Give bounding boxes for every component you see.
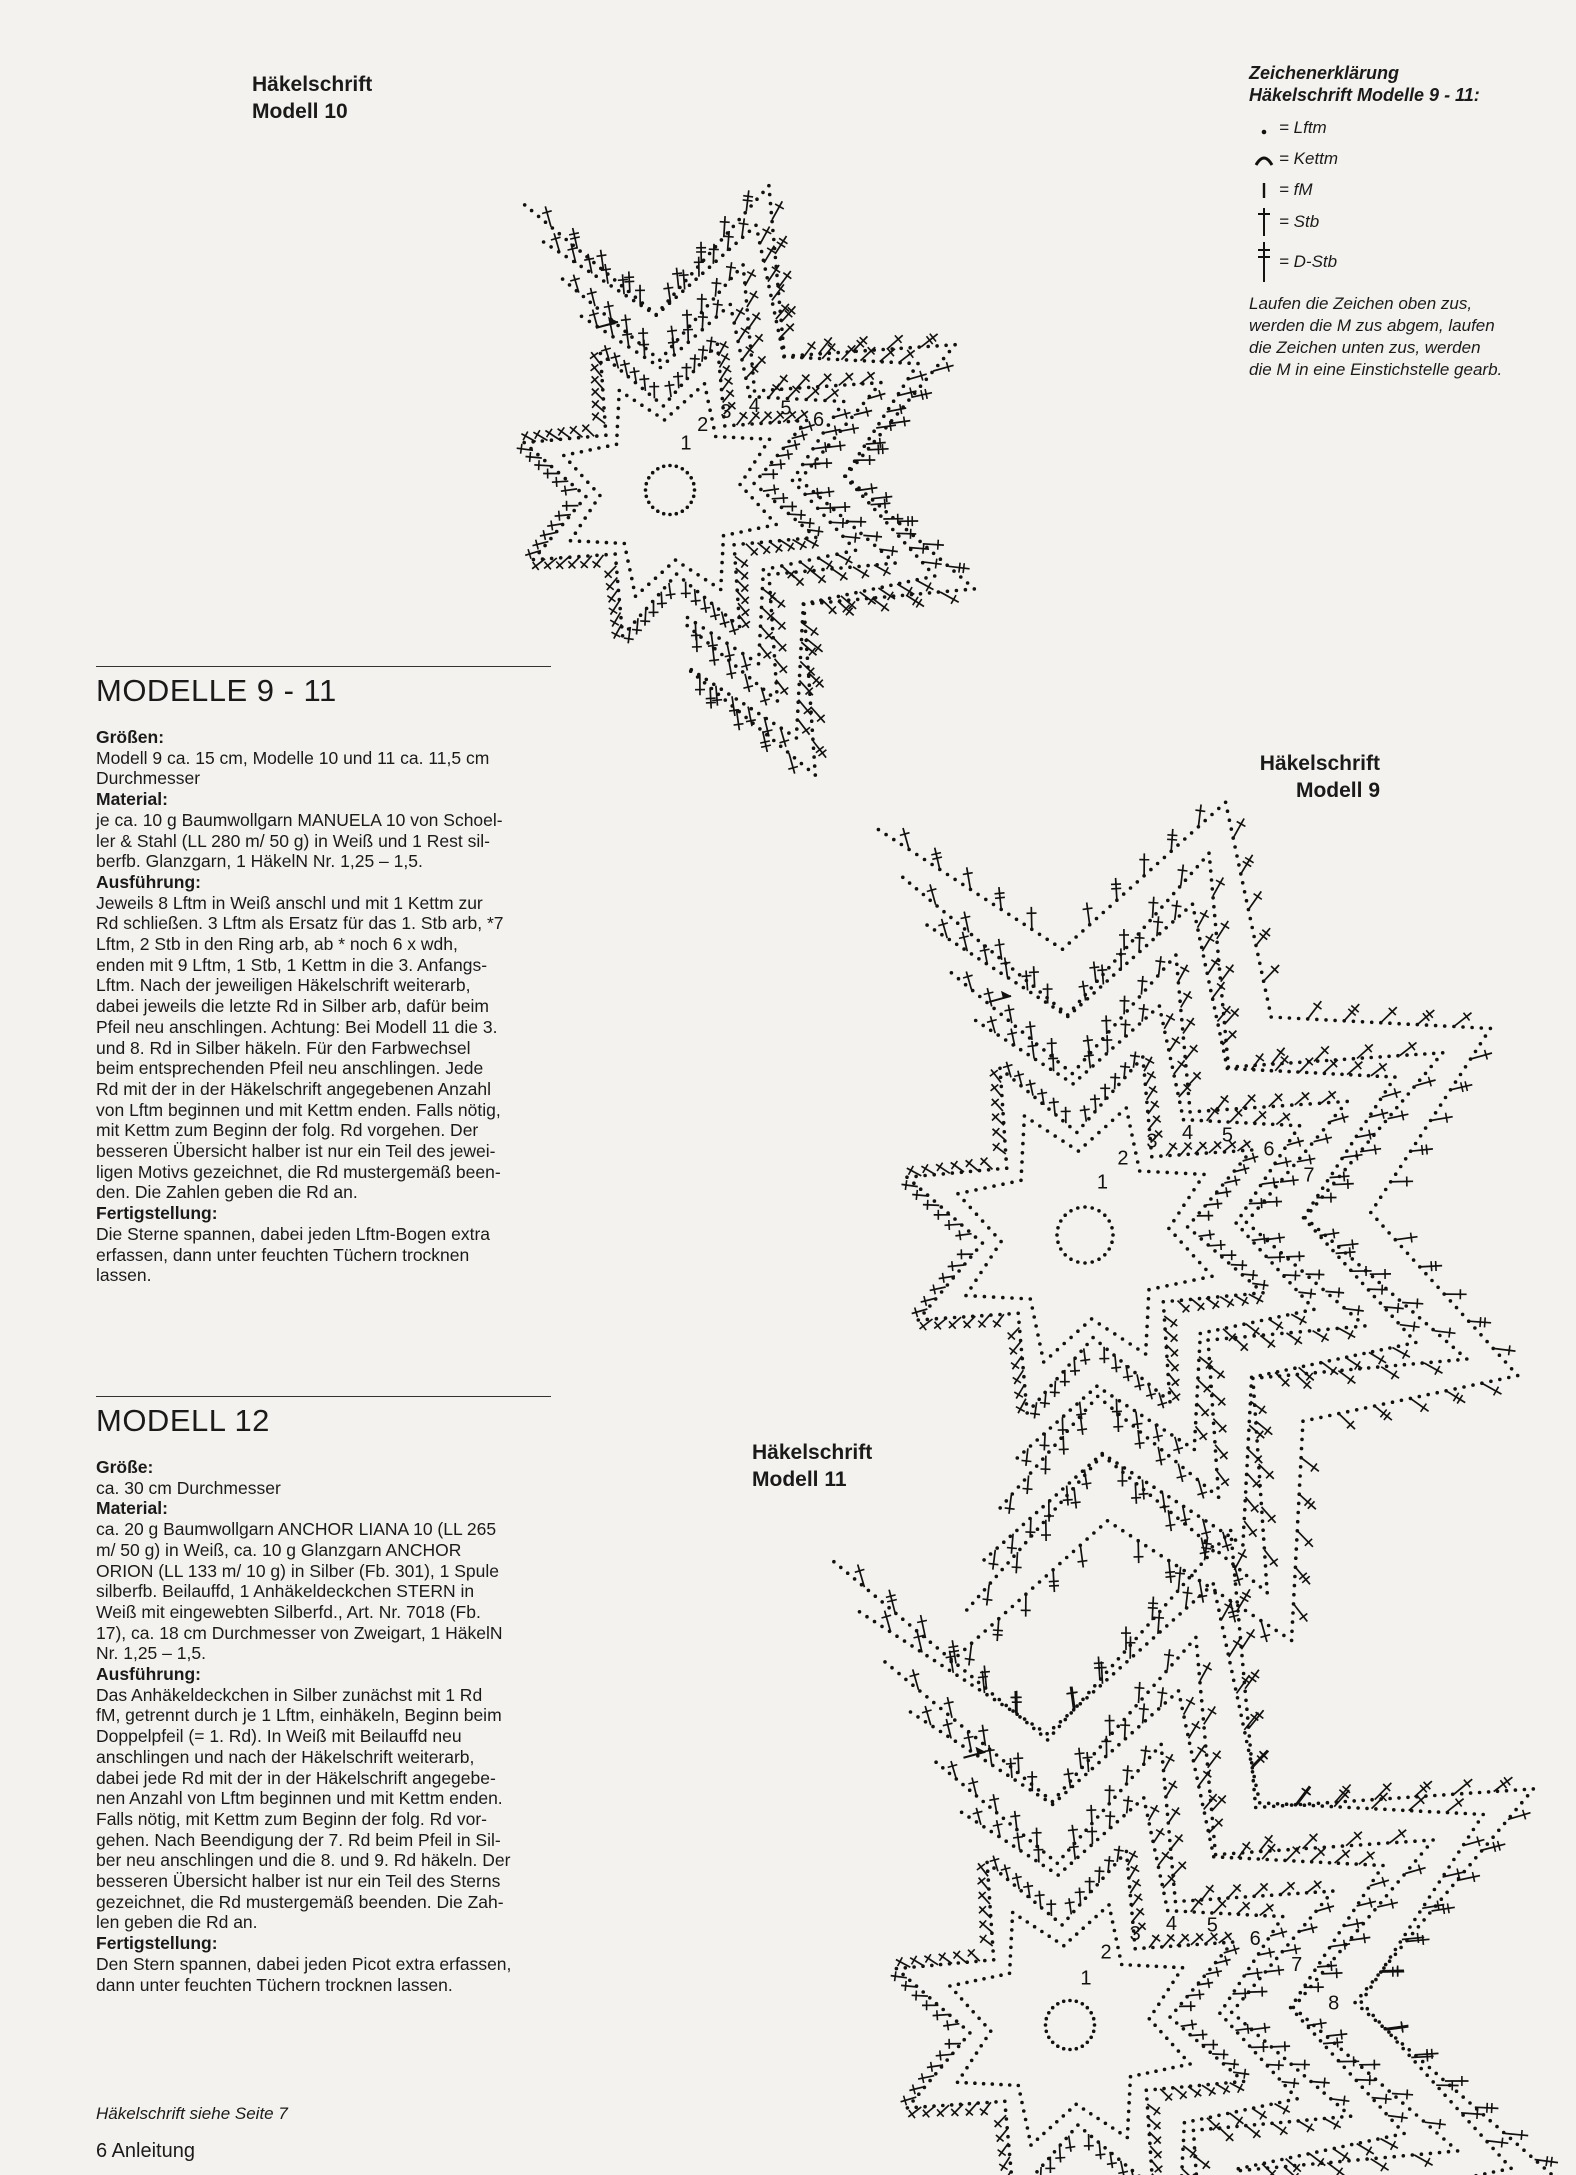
round-number: 4 xyxy=(748,395,760,418)
text-line: ca. 20 g Baumwollgarn ANCHOR LIANA 10 (LL 265 xyxy=(96,1519,497,1540)
section-heading: Material: xyxy=(96,789,168,810)
section-heading: Material: xyxy=(96,1498,168,1519)
section-heading: Größen: xyxy=(96,727,165,747)
lftm-dot-icon xyxy=(1249,116,1279,140)
diagram-title-modell-9: Häkelschrift Modell 9 xyxy=(1259,752,1380,802)
section-body-modell-12 xyxy=(96,1457,551,1995)
section-modelle-9-11 xyxy=(96,666,551,1286)
text-line: dabei jede Rd mit der in der Häkelschrift angegebe- xyxy=(96,1767,496,1788)
round-number: 6 xyxy=(813,409,825,432)
text-line: Modell 9 ca. 15 cm, Modelle 10 und 11 ca. 11,5 cm xyxy=(96,747,490,768)
text-line: lassen. xyxy=(96,1265,152,1286)
round-number: 1 xyxy=(1080,1967,1092,1990)
legend-item-lftm: = Lftm xyxy=(1249,112,1569,143)
chain-stitch-row xyxy=(909,1689,1406,2175)
round-number: 7 xyxy=(1291,1954,1303,1976)
text-line: Nr. 1,25 – 1,5. xyxy=(96,1643,206,1664)
text-line: beim entsprechenden Pfeil neu anschlingen. Jede xyxy=(96,1058,484,1079)
legend-item-fm: = fM xyxy=(1249,174,1569,205)
legend-item-d-stb: = D-Stb xyxy=(1249,239,1569,285)
text-line: nen Anzahl von Lftm beginnen und mit Kettm enden. xyxy=(96,1788,503,1809)
text-line: dabei jeweils die letzte Rd in Silber arb, dafür beim xyxy=(96,996,489,1017)
diagram-title-modell-10: Häkelschrift Modell 10 xyxy=(252,73,373,123)
section-heading: Ausführung: xyxy=(96,1664,201,1685)
text-line: von Lftm beginnen und mit Kettm enden. Falls nötig, xyxy=(96,1099,501,1120)
round-number: 4 xyxy=(1165,1913,1178,1936)
text-line: 17), ca. 18 cm Durchmesser von Zweigart, 1 HäkelN xyxy=(96,1622,503,1643)
stitch-group xyxy=(902,1052,1269,1419)
section-label: Anleitung xyxy=(111,2140,195,2162)
text-line: besseren Übersicht halber ist nur ein Teil des jewei- xyxy=(96,1141,496,1162)
round-number: 3 xyxy=(1129,1922,1141,1945)
kettm-arc-icon xyxy=(1249,147,1279,171)
crochet-chart-modell-11 xyxy=(600,1435,1576,2170)
text-line: Falls nötig, mit Kettm zum Beginn der folg. Rd vor- xyxy=(96,1808,487,1829)
stitch-group xyxy=(882,1587,1509,2175)
chain-stitch-row xyxy=(895,1850,1246,2175)
crochet-chart-modell-10 xyxy=(140,70,1200,750)
text-line: silberfb. Beilauffd, 1 Anhäkeldeckchen STERN in xyxy=(96,1581,475,1602)
start-arrow-icon xyxy=(963,1747,985,1758)
stitch-group xyxy=(855,1537,1558,2175)
legend xyxy=(1249,62,1569,381)
text-line: Doppelpfeil (= 1. Rd). In Weiß mit Beilauffd neu xyxy=(96,1726,462,1747)
text-line: ber neu anschlingen und die 8. und 9. Rd häkeln. Der xyxy=(96,1850,511,1871)
start-arrow-icon xyxy=(596,317,618,328)
round-number: 2 xyxy=(1117,1147,1129,1170)
text-line: anschlingen und nach der Häkelschrift weiterarb, xyxy=(96,1746,475,1767)
chain-stitch-row xyxy=(644,464,697,517)
text-line: gezeichnet, die Rd mustergemäß beenden. Die Zah- xyxy=(96,1891,504,1912)
round-number: 7 xyxy=(1303,1164,1315,1187)
text-line: m/ 50 g) in Weiß, ca. 10 g Glanzgarn ANCHOR xyxy=(96,1539,462,1560)
section-title-modell-12: MODELL 12 xyxy=(96,1396,551,1439)
round-number: 6 xyxy=(1249,1927,1261,1950)
section-title-modelle-9-11: MODELLE 9 - 11 xyxy=(96,666,551,709)
text-line: enden mit 9 Lftm, 1 Stb, 1 Kettm in die 3. Anfangs- xyxy=(96,954,488,975)
chain-stitch-row xyxy=(974,1004,1316,1460)
text-line: Das Anhäkeldeckchen in Silber zunächst mit 1 Rd xyxy=(96,1684,483,1705)
text-line: besseren Übersicht halber ist nur ein Teil des Sterns xyxy=(96,1871,501,1892)
text-line: Lftm, 2 Stb in den Ring arb, ab * noch 6 x wdh, xyxy=(96,934,458,955)
round-number: 5 xyxy=(1206,1914,1218,1937)
text-line: Rd schließen. 3 Lftm als Ersatz für das 1. Stb arb, *7 xyxy=(96,913,504,934)
chain-stitch-row xyxy=(1044,1999,1097,2052)
stitch-group xyxy=(948,1746,1350,2175)
text-line: Die Sterne spannen, dabei jeden Lftm-Bogen extra xyxy=(96,1223,491,1244)
text-line: ler & Stahl (LL 280 m/ 50 g) in Weiß und 1 Rest sil- xyxy=(96,830,490,851)
round-number: 1 xyxy=(1096,1171,1109,1194)
text-line: den. Die Zahlen geben die Rd an. xyxy=(96,1182,358,1203)
fm-bar-icon xyxy=(1249,178,1279,202)
section-heading: Ausführung: xyxy=(96,871,201,892)
round-number: 1 xyxy=(680,432,692,455)
legend-note: Laufen die Zeichen oben zus, werden die M zus abgem, laufen die Zeichen unten zus, werden die M in eine Einstichstelle gearb. xyxy=(1249,294,1503,379)
chain-stitch-row xyxy=(934,1743,1352,2175)
stitch-group xyxy=(517,337,824,644)
round-number: 5 xyxy=(1221,1124,1234,1147)
round-number: 5 xyxy=(780,397,792,420)
legend-list xyxy=(1249,112,1569,285)
round-number: 3 xyxy=(1146,1130,1158,1153)
text-line: fM, getrennt durch je 1 Lftm, einhäkeln, Beginn beim xyxy=(96,1705,502,1726)
diagram-title-modell-11: Häkelschrift Modell 11 xyxy=(752,1441,873,1491)
text-line: gehen. Nach Beendigung der 7. Rd beim Pfeil in Sil- xyxy=(96,1829,501,1850)
text-line: und 8. Rd in Silber häkeln. Für den Farbwechsel xyxy=(96,1037,471,1058)
chain-stitch-row xyxy=(832,1529,1566,2175)
legend-item-stb: = Stb xyxy=(1249,205,1569,239)
d-stb-double-cross-icon xyxy=(1249,240,1279,284)
text-line: Weiß mit eingewebten Silberfd., Art. Nr. 7018 (Fb. xyxy=(96,1601,481,1622)
text-line: ORION (LL 133 m/ 10 g) in Silber (Fb. 301), 1 Spule xyxy=(96,1560,500,1581)
text-line: mit Kettm zum Beginn der folg. Rd vorgehen. Der xyxy=(96,1120,479,1141)
chain-stitch-row xyxy=(580,303,858,666)
text-line: Lftm. Nach der jeweiligen Häkelschrift weiterarb, xyxy=(96,975,471,996)
text-line: Durchmesser xyxy=(96,768,201,789)
stitch-group xyxy=(570,262,898,705)
legend-title: Zeichenerklärung Häkelschrift Modelle 9 - 11: xyxy=(1249,63,1480,105)
chain-stitch-row xyxy=(1055,1205,1115,1265)
round-number: 2 xyxy=(697,414,709,436)
round-number: 3 xyxy=(720,401,732,424)
text-line: ligen Motivs gezeichnet, die Rd mustergemäß been- xyxy=(96,1161,501,1182)
crochet-chart-modell-9 xyxy=(585,655,1560,1455)
section-modell-12 xyxy=(96,1396,551,1995)
round-number: 4 xyxy=(1182,1122,1194,1145)
text-line: dann unter feuchten Tüchern trocknen lassen. xyxy=(96,1974,453,1995)
page-footer xyxy=(96,2140,195,2163)
chain-stitch-row xyxy=(858,1582,1513,2175)
round-number: 8 xyxy=(1328,1992,1340,2015)
section-body-modelle-9-11 xyxy=(96,727,551,1286)
footer-note: Häkelschrift siehe Seite 7 xyxy=(96,2104,288,2123)
text-line: len geben die Rd an. xyxy=(96,1912,258,1933)
text-line: je ca. 10 g Baumwollgarn MANUELA 10 von Schoel- xyxy=(96,809,503,830)
text-line: Pfeil neu anschlingen. Achtung: Bei Modell 11 die 3. xyxy=(96,1016,498,1037)
round-number: 6 xyxy=(1263,1138,1275,1161)
stb-cross-icon xyxy=(1249,206,1279,238)
section-heading: Fertigstellung: xyxy=(96,1203,218,1224)
round-number: 2 xyxy=(1100,1941,1112,1964)
text-line: Rd mit der in der Häkelschrift angegebenen Anzahl xyxy=(96,1078,491,1099)
text-line: erfassen, dann unter feuchten Tüchern trocknen xyxy=(96,1244,470,1265)
text-line: ca. 30 cm Durchmesser xyxy=(96,1477,281,1498)
text-line: Den Stern spannen, dabei jeden Picot extra erfassen, xyxy=(96,1953,512,1974)
text-line: berfb. Glanzgarn, 1 HäkelN Nr. 1,25 – 1,5. xyxy=(96,851,423,872)
legend-item-kettm: = Kettm xyxy=(1249,143,1569,174)
section-heading: Größe: xyxy=(96,1457,154,1477)
section-heading: Fertigstellung: xyxy=(96,1933,218,1954)
text-line: Jeweils 8 Lftm in Weiß anschl und mit 1 Kettm zur xyxy=(96,892,483,913)
page-number: 6 xyxy=(96,2140,108,2162)
